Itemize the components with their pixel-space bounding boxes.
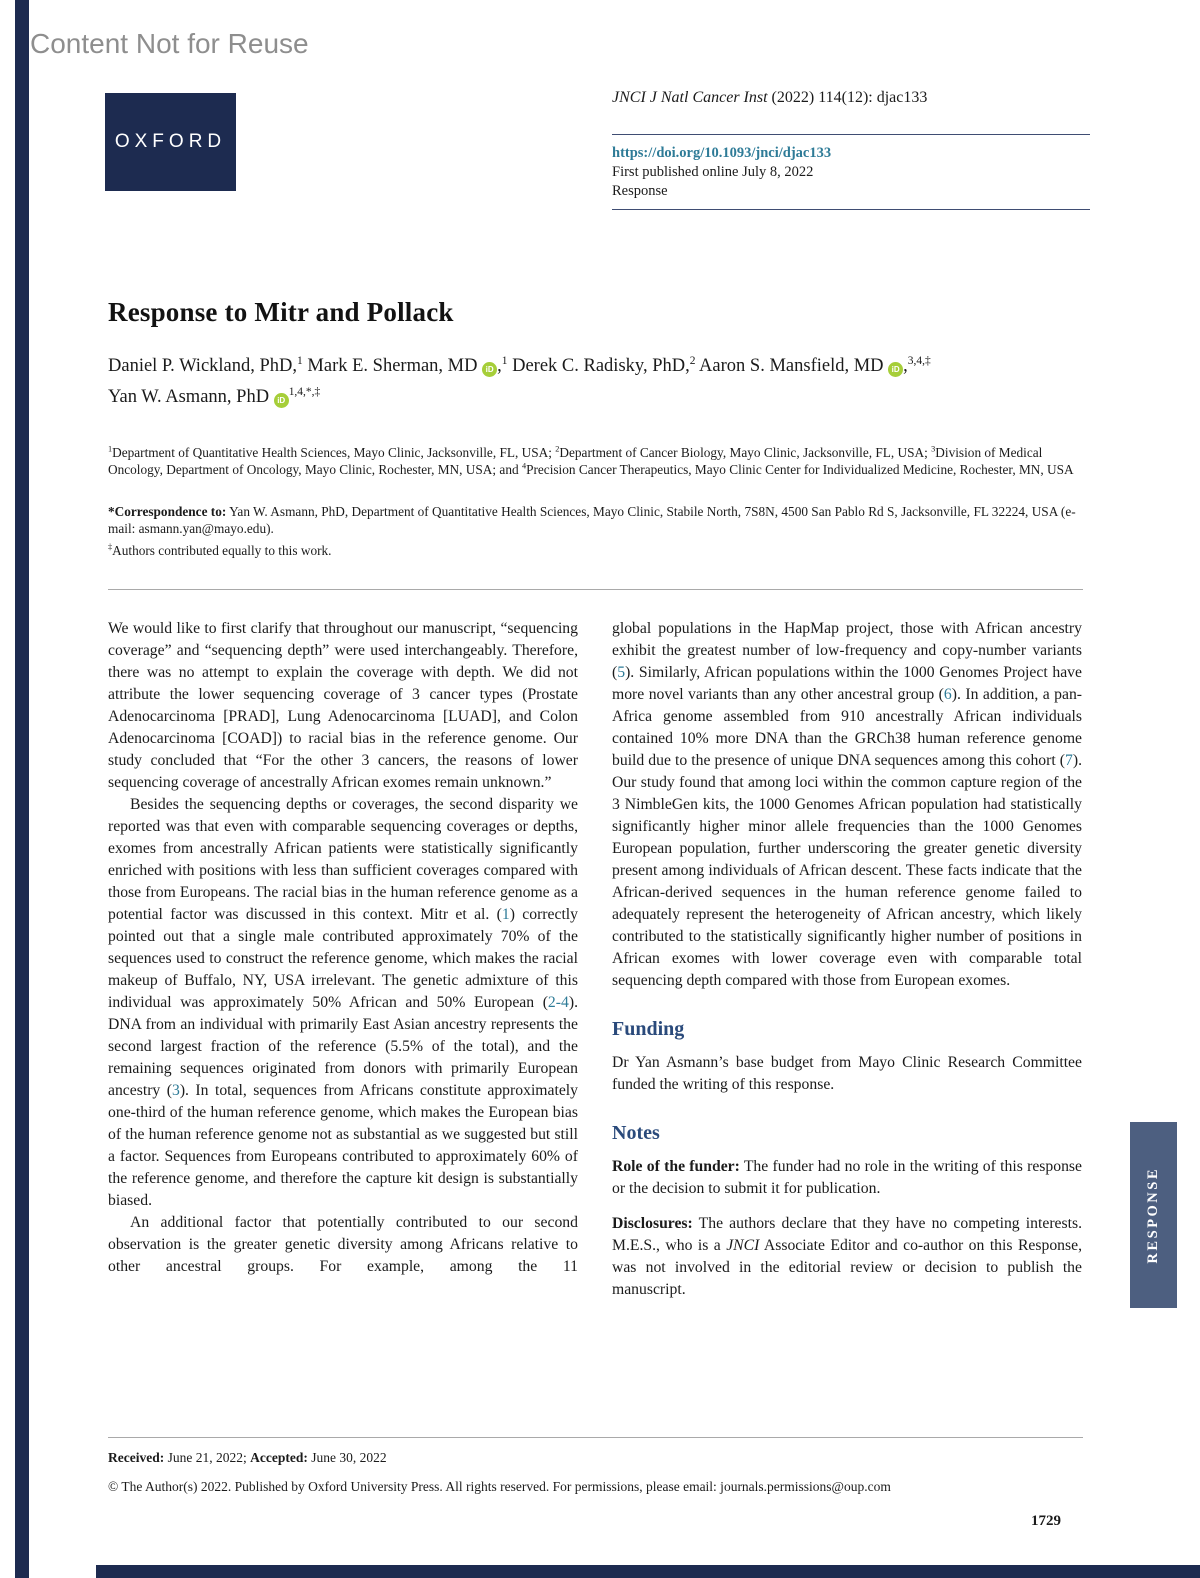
header-body-divider: [108, 589, 1083, 590]
body-paragraph: We would like to first clarify that throughout our manuscript, “sequencing coverage” and “sequencing depth” were used interchangeably. Therefore, there was no attempt to explain the coverage with depth. We did not attribute the lower sequencing coverage of 3 cancer types (Prostate Adenocarcinoma [PRAD], Lung Adenocarcinoma [LUAD], and Colon Adenocarcinoma [COAD]) to racial bias in the reference genome. Our study concluded that “For the other 3 cancers, the reasons of lower sequencing coverage of ancestrally African exomes remain unknown.”: [108, 620, 578, 791]
left-edge-bar: [15, 0, 29, 1578]
citation-link[interactable]: 5: [617, 664, 626, 681]
masthead-rule-top: [612, 134, 1090, 135]
orcid-icon[interactable]: iD: [274, 393, 289, 408]
footer-divider: [108, 1437, 1083, 1438]
citation-link[interactable]: 1: [501, 906, 510, 923]
copyright-line: © The Author(s) 2022. Published by Oxford University Press. All rights reserved. For permissions, please email: journals.permissions@oup.com: [108, 1479, 891, 1494]
watermark-text: Content Not for Reuse: [30, 28, 309, 59]
journal-name: JNCI J Natl Cancer Inst: [612, 89, 768, 106]
body-column-left: [108, 618, 578, 1301]
authors-block: [108, 351, 1068, 413]
citation-link[interactable]: 6: [943, 686, 952, 703]
doi-link[interactable]: https://doi.org/10.1093/jnci/djac133: [612, 145, 832, 161]
body-columns: [108, 618, 1083, 1301]
journal-citation-line: [612, 88, 1090, 108]
equal-contribution-note: ‡Authors contributed equally to this work.: [108, 542, 332, 558]
oxford-logo-label: OXFORD: [114, 131, 227, 152]
page-number: 1729: [1031, 1513, 1061, 1529]
superscript-marker: ‡: [108, 542, 113, 552]
body-paragraph: Besides the sequencing depths or coverages, the second disparity we reported was that even with comparable sequencing coverages or depths, exomes from ancestrally African patients were statistically significantly enriched with positions with less than sufficient coverages compared with those from Europeans. The racial bias in the human reference genome as a potential factor was discussed in this context. Mitr et al. (1) correctly pointed out that a single male contributed approximately 70% of the sequences used to construct the reference genome, which makes the racial makeup of Buffalo, NY, USA irrelevant. The genetic admixture of this individual was approximately 50% African and 50% European (2-4). DNA from an individual with primarily East Asian ancestry represents the second largest fraction of the reference (5.5% of the total), and the remaining sequences originated from donors with primarily European ancestry (3). In total, sequences from Africans constitute approximately one-third of the human reference genome, which makes the European bias of the human reference genome not as substantial as we suggested but still a factor. Sequences from Europeans contributed to approximately 60% of the reference genome, and therefore the capture kit design is substantially biased.: [108, 796, 579, 1209]
masthead-right-block: [612, 88, 1090, 210]
citation-link[interactable]: 3: [171, 1082, 180, 1099]
orcid-icon[interactable]: iD: [888, 362, 903, 377]
bottom-edge-bar: [96, 1565, 1200, 1578]
body-paragraph: An additional factor that potentially contributed to our second observation is the greater genetic diversity among Africans relative to other ancestral groups. For example, among the 11: [108, 1214, 578, 1275]
superscript-marker: 2: [689, 354, 696, 367]
body-paragraph: Dr Yan Asmann’s base budget from Mayo Clinic Research Committee funded the writing of this response.: [612, 1054, 1082, 1093]
masthead-rule-bottom: [612, 209, 1090, 210]
superscript-marker: 1,4,*,‡: [288, 385, 321, 398]
body-paragraph: Role of the funder: The funder had no role in the writing of this response or the decision to submit it for publication.: [612, 1158, 1082, 1197]
superscript-marker: 3,4,‡: [907, 354, 931, 367]
superscript-marker: 3: [931, 444, 936, 454]
footer-block: [108, 1437, 1083, 1530]
section-heading-notes: Notes: [612, 1122, 660, 1144]
superscript-marker: 1: [297, 354, 303, 367]
citation-link[interactable]: 7: [1065, 752, 1073, 769]
superscript-marker: 4: [521, 461, 527, 471]
affiliations-note: $^1$Department of Quantitative Health Sciences, Mayo Clinic, Jacksonville, FL, USA; $^2$Department of Cancer Biology, Mayo Clinic, Jacksonville, FL, USA; $^3$Division of Medical Oncology, Department of Oncology, Mayo Clinic, Rochester, MN, USA; and $^4$Precision Cancer Therapeutics, Mayo Clinic Center for Individualized Medicine, Rochester, MN, USA: [108, 444, 1074, 477]
article-title: Response to Mitr and Pollack: [108, 297, 454, 327]
body-column-right: [612, 618, 1082, 1301]
received-accepted-line: Received: June 21, 2022; Accepted: June 30, 2022: [108, 1450, 387, 1465]
journal-issue: (2022) 114(12): djac133: [767, 89, 928, 106]
response-side-tab-label: RESPONSE: [1145, 1166, 1161, 1264]
superscript-marker: 1: [108, 444, 113, 454]
body-paragraph: global populations in the HapMap project, those with African ancestry exhibit the greatest number of low-frequency and copy-number variants (5). Similarly, African populations within the 1000 Genomes Project have more novel variants than any other ancestral group (6). In addition, a pan-Africa genome assembled from 910 ancestrally African individuals contained 10% more DNA than the GRCh38 human reference genome build due to the presence of unique DNA sequences among this cohort (7). Our study found that among loci within the common capture region of the 3 NimbleGen kits, the 1000 Genomes African population had statistically significantly higher minor allele frequencies than the 1000 Genomes European population, further underscoring the greater genetic diversity present among individuals of African descent. These facts indicate that the African-derived sequences in the human reference genome failed to adequately represent the heterogeneity of African ancestry, which likely contributed to the statistically significantly higher number of positions in African exomes with lower coverage even with comparable total sequencing depth compared with those from European exomes.: [612, 620, 1083, 989]
superscript-marker: 2: [555, 444, 560, 454]
body-paragraph: Disclosures: The authors declare that they have no competing interests. M.E.S., who is a JNCI Associate Editor and co-author on this Response, was not involved in the editorial review or decision to publish the manuscript.: [612, 1215, 1082, 1298]
response-side-tab: [1130, 1122, 1177, 1308]
authors-line-2: Yan W. Asmann, PhD $iD^{1,4,*,\ddagger}$: [108, 385, 321, 407]
citation-link[interactable]: 2-4: [547, 994, 569, 1011]
section-heading-funding: Funding: [612, 1018, 685, 1040]
correspondence-note: *Correspondence to: Yan W. Asmann, PhD, Department of Quantitative Health Sciences, Mayo Clinic, Stabile North, 7S8N, 4500 San Pablo Rd S, Jacksonville, FL 32224, USA (e-mail: asmann.yan@mayo.edu).: [108, 504, 1076, 536]
orcid-icon[interactable]: iD: [482, 362, 497, 377]
oxford-university-press-logo: [105, 93, 236, 191]
published-date-line: First published online July 8, 2022: [612, 164, 814, 180]
authors-line-1: Daniel P. Wickland, PhD,$^1$ Mark E. Sherman, MD iD ,$^1$ Derek C. Radisky, PhD,$^2$ Aaron S. Mansfield, MD iD ,$^{3,4,\ddagger}$: [108, 354, 931, 376]
superscript-marker: 1: [501, 354, 508, 367]
article-type-label: Response: [612, 183, 668, 199]
